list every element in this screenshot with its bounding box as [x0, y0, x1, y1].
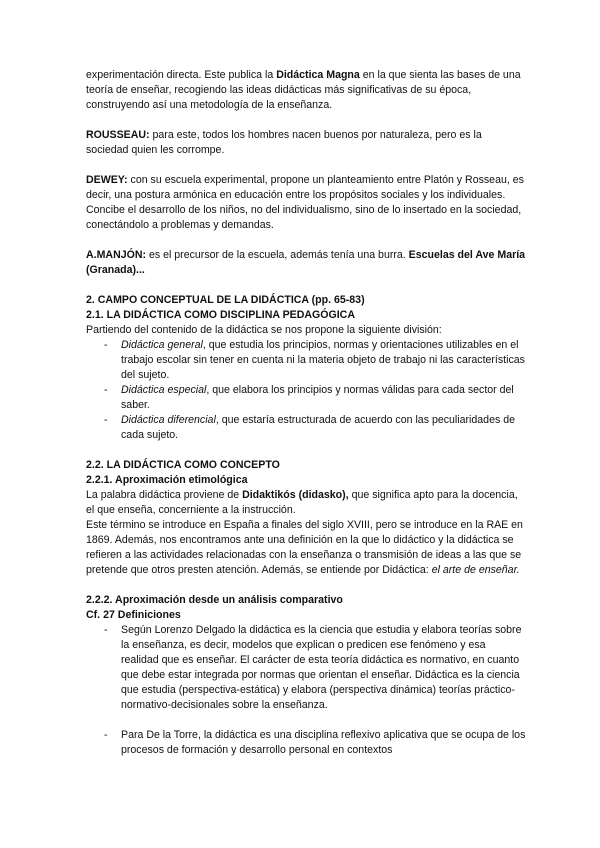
dash-bullet: -: [104, 339, 108, 351]
history-paragraph: [86, 518, 526, 578]
text-run: Este término se introduce en España a finales del siglo XVIII, pero se introduce en la RAE en 1869. Además, nos encontramos ante una definición en la que lo didáctico y la didáctica se refieren a las actividades relacionadas con la enseñanza o transmisión de ideas a las que se pretende que otros presten atención. Además, se entiende por Didáctica:: [86, 519, 523, 576]
section-2-1-intro: Partiendo del contenido de la didáctica se nos propone la siguiente división:: [86, 324, 442, 336]
italic-term: Didáctica diferencial: [121, 414, 216, 426]
section-2-1-heading: 2.1. LA DIDÁCTICA COMO DISCIPLINA PEDAGÓGICA: [86, 309, 355, 321]
didactica-division-list: [86, 338, 526, 443]
dash-bullet: -: [104, 414, 108, 426]
text-run: es el precursor de la escuela, además tenía una burra.: [146, 249, 409, 261]
italic-term: Didáctica especial: [121, 384, 207, 396]
dash-bullet: -: [104, 729, 108, 741]
dewey-paragraph: [86, 173, 526, 233]
list-item: [86, 338, 526, 383]
list-item: [86, 413, 526, 443]
text-run: La palabra didáctica proviene de: [86, 489, 243, 501]
document-content: [86, 68, 526, 758]
author-name: A.MANJÓN:: [86, 249, 147, 261]
italic-term: el arte de enseñar.: [431, 564, 520, 576]
definitions-list: [86, 623, 526, 713]
author-name: ROUSSEAU:: [86, 129, 150, 141]
text-run: Según Lorenzo Delgado la didáctica es la ciencia que estudia y elabora teorías sobre la enseñanza, es decir, modelos que explican o predicen ese fenómeno y esa realidad que es enseñar. El carácter de esta teoría didáctica es normativo, en cuanto que debe estar integrada por normas que orientan el enseñar. Didáctica es la ciencia que estudia (perspectiva-estática) y elabora (perspectiva dinámica) teorías práctico-normativo-decisionales sobre la enseñanza.: [121, 624, 522, 711]
bold-term: Escuelas del Ave María (Granada)...: [86, 249, 526, 276]
text-run: que significa apto para la docencia, el que enseña, concerniente a la instrucción.: [86, 489, 518, 516]
bold-term: Didaktikós (didasko),: [242, 489, 349, 501]
dash-bullet: -: [104, 624, 108, 636]
section-2-heading: 2. CAMPO CONCEPTUAL DE LA DIDÁCTICA (pp. 65-83): [86, 294, 365, 306]
list-item: [86, 728, 526, 758]
text-run: en la que sienta las bases de una teoría de enseñar, recogiendo las ideas didácticas más significativas de su época, construyendo así una metodología de la enseñanza.: [86, 69, 521, 111]
section-2-2-2-heading: 2.2.2. Aproximación desde un análisis comparativo: [86, 594, 343, 606]
definitions-list-continued: [86, 728, 526, 758]
section-2-2-heading: 2.2. LA DIDÁCTICA COMO CONCEPTO: [86, 459, 280, 471]
etymology-paragraph: [86, 488, 526, 518]
text-run: , que estudia los principios, normas y orientaciones utilizables en el trabajo escolar sin tener en cuenta ni la materia objeto de trabajo ni las características del sujeto.: [121, 339, 525, 381]
text-run: para este, todos los hombres nacen buenos por naturaleza, pero es la sociedad quien les corrompe.: [86, 129, 482, 156]
list-item: [86, 623, 526, 713]
list-item: [86, 383, 526, 413]
text-run: experimentación directa. Este publica la: [86, 69, 277, 81]
text-run: con su escuela experimental, propone un planteamiento entre Platón y Rosseau, es decir, una postura armónica en educación entre los propósitos sociales y los individuales. Concibe el desarrollo de los niños, no del individualismo, sino de lo insertado en la sociedad, conectándolo a problemas y demandas.: [86, 174, 524, 231]
comenius-paragraph: [86, 68, 526, 113]
dash-bullet: -: [104, 384, 108, 396]
bold-term: Didáctica Magna: [276, 69, 360, 81]
cf-definitions-heading: Cf. 27 Definiciones: [86, 609, 181, 621]
rousseau-paragraph: [86, 128, 526, 158]
text-run: Para De la Torre, la didáctica es una disciplina reflexivo aplicativa que se ocupa de los procesos de formación y desarrollo personal en contextos: [121, 729, 526, 756]
text-run: , que elabora los principios y normas válidas para cada sector del saber.: [121, 384, 514, 411]
text-run: , que estaría estructurada de acuerdo con las peculiaridades de cada sujeto.: [121, 414, 515, 441]
italic-term: Didáctica general: [121, 339, 203, 351]
author-name: DEWEY:: [86, 174, 128, 186]
section-2-2-1-heading: 2.2.1. Aproximación etimológica: [86, 474, 248, 486]
manjon-paragraph: [86, 248, 526, 278]
